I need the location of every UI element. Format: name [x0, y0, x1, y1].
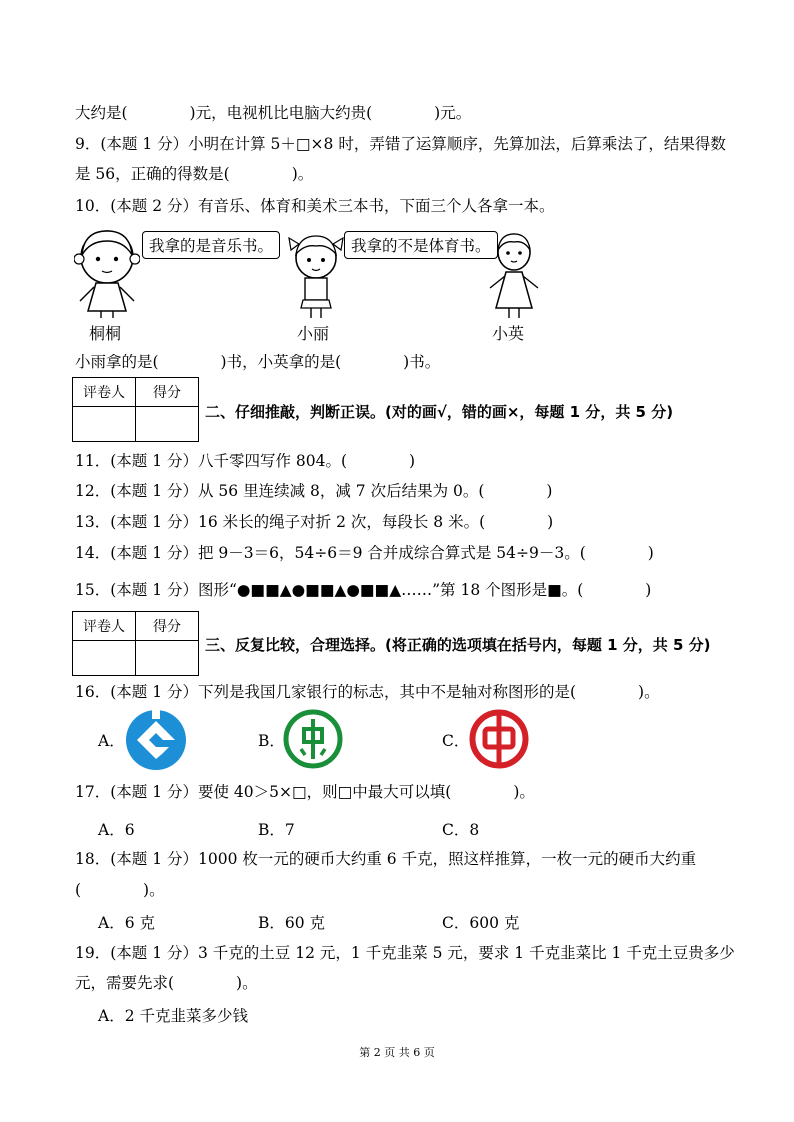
score-box-cell[interactable]	[136, 641, 199, 676]
q16-option-a-label: A．	[98, 732, 125, 750]
q9-line1: 9．(本题 1 分）小明在计算 5＋□×8 时，弄错了运算顺序，先算加法，后算乘法了，结果得数	[75, 135, 726, 153]
score-box-cell[interactable]	[136, 407, 199, 442]
girl-xiaoli-illustration	[285, 228, 347, 320]
q19-option-a: A．2 千克韭菜多少钱	[98, 1007, 248, 1025]
q18-line2: ( )。	[75, 881, 165, 899]
q11: 11．(本题 1 分）八千零四写作 804。( )	[75, 452, 416, 470]
score-box-cell[interactable]	[73, 407, 136, 442]
girl-xiaoying-illustration	[484, 228, 544, 320]
score-box-section2	[72, 377, 199, 442]
q16-option-b-label: B．	[258, 732, 285, 750]
speech-bubble-xiaoli: 我拿的不是体育书。	[344, 231, 498, 259]
girl-tongtong-illustration	[74, 227, 140, 319]
q17: 17．(本题 1 分）要使 40＞5×□，则□中最大可以填( )。	[75, 783, 535, 801]
q14: 14．(本题 1 分）把 9－3＝6，54÷6＝9 合并成综合算式是 54÷9－3。( )	[75, 544, 654, 562]
ccb-logo-icon	[125, 709, 187, 771]
q17-option-b: B．7	[258, 821, 295, 839]
q15: 15．(本题 1 分）图形“●■■▲●■■▲●■■▲……”第 18 个图形是■。( )	[75, 581, 652, 599]
q18-option-c: C．600 克	[442, 914, 520, 932]
q16: 16．(本题 1 分）下列是我国几家银行的标志，其中不是轴对称图形的是( )。	[75, 683, 660, 701]
boc-logo-icon	[469, 709, 529, 769]
page-footer: 第 2 页 共 6 页	[359, 1046, 435, 1059]
score-box-header-score: 得分	[136, 378, 199, 407]
q19-line1: 19．(本题 1 分）3 千克的土豆 12 元，1 千克韭菜 5 元，要求 1 千克韭菜比 1 千克土豆贵多少	[75, 944, 735, 962]
q12: 12．(本题 1 分）从 56 里连续减 8，减 7 次后结果为 0。( )	[75, 482, 553, 500]
q17-option-c: C．8	[442, 821, 480, 839]
q19-line2: 元，需要先求( )。	[75, 974, 258, 992]
score-box-cell[interactable]	[73, 641, 136, 676]
abc-logo-icon	[283, 709, 343, 769]
name-xiaoying: 小英	[492, 324, 525, 343]
q9-line2: 是 56，正确的得数是( )。	[75, 165, 314, 183]
q18-option-b: B．60 克	[258, 914, 326, 932]
q18-option-a: A．6 克	[98, 914, 155, 932]
q18-line1: 18．(本题 1 分）1000 枚一元的硬币大约重 6 千克，照这样推算，一枚一元的硬币大约重	[75, 850, 697, 868]
score-box-header-grader: 评卷人	[73, 612, 136, 641]
section2-title: 二、仔细推敲，判断正误。(对的画√，错的画×，每题 1 分，共 5 分)	[205, 403, 674, 421]
q10-answer-line: 小雨拿的是( )书，小英拿的是( )书。	[75, 353, 441, 371]
q16-option-c-label: C．	[442, 732, 470, 750]
score-box-header-grader: 评卷人	[73, 378, 136, 407]
q17-option-a: A．6	[98, 821, 135, 839]
score-box-section3	[72, 611, 199, 676]
section3-title: 三、反复比较，合理选择。(将正确的选项填在括号内，每题 1 分，共 5 分)	[205, 636, 711, 654]
name-tongtong: 桐桐	[89, 324, 122, 343]
score-box-header-score: 得分	[136, 612, 199, 641]
name-xiaoli: 小丽	[297, 324, 330, 343]
q8-continuation: 大约是( )元，电视机比电脑大约贵( )元。	[75, 104, 472, 122]
q10-stem: 10．(本题 2 分）有音乐、体育和美术三本书，下面三个人各拿一本。	[75, 197, 555, 215]
q13: 13．(本题 1 分）16 米长的绳子对折 2 次，每段长 8 米。( )	[75, 513, 554, 531]
speech-bubble-tongtong: 我拿的是音乐书。	[142, 231, 280, 259]
